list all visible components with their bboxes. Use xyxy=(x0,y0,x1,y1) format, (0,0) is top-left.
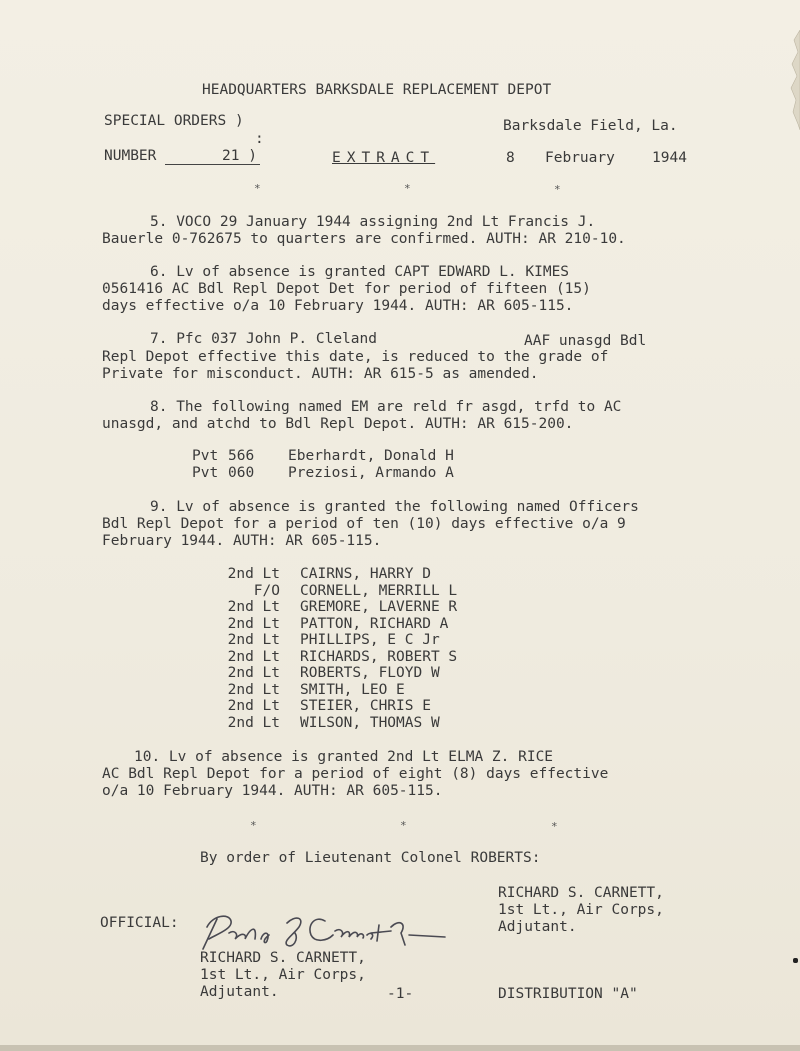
list-item xyxy=(220,698,457,715)
paragraph-7-unit: AAF unasgd Bdl xyxy=(524,333,647,349)
paragraph-6: 6. Lv of absence is granted CAPT EDWARD L. KIMES 0561416 AC Bdl Repl Depot Det for period of fifteen (15) days effective o/a 10 February 1944. AUTH: AR 605-115. xyxy=(102,264,591,314)
separator-star: * xyxy=(254,182,261,195)
separator-star: * xyxy=(404,182,411,195)
date-year: 1944 xyxy=(652,150,687,166)
page-number: -1- xyxy=(387,986,414,1002)
officer-name: PATTON, RICHARD A xyxy=(300,615,449,632)
rank: 2nd Lt xyxy=(227,599,280,615)
officer-name: PHILLIPS, E C Jr xyxy=(300,632,440,648)
separator-star: * xyxy=(250,819,257,832)
list-item xyxy=(220,665,457,682)
separator-star: * xyxy=(400,819,407,832)
paragraph-9: 9. Lv of absence is granted the following named Officers Bdl Repl Depot for a period of ten (10) days effective o/a 9 February 1944. AUTH: AR 605-115. xyxy=(102,499,639,549)
serial-number: 060 xyxy=(228,465,255,481)
rank: F/O xyxy=(253,582,280,599)
date-day: 8 xyxy=(506,150,515,166)
enlisted-men-list xyxy=(192,448,454,482)
official-label: OFFICIAL: xyxy=(100,915,179,931)
header-colon: : xyxy=(255,131,264,147)
officer-name: WILSON, THOMAS W xyxy=(300,714,440,731)
list-item xyxy=(192,465,454,482)
serial-number: 566 xyxy=(228,448,255,464)
rank: Pvt xyxy=(192,465,219,481)
soldier-name: Eberhardt, Donald H xyxy=(288,448,454,464)
officers-list xyxy=(220,566,457,731)
list-item xyxy=(220,632,457,649)
rank: 2nd Lt xyxy=(227,615,280,632)
number-label: NUMBER xyxy=(104,148,157,164)
officer-name: RICHARDS, ROBERT S xyxy=(300,648,458,665)
adjutant-block-left: RICHARD S. CARNETT, 1st Lt., Air Corps, Adjutant. xyxy=(200,950,366,1000)
separator-star: * xyxy=(554,183,561,196)
signature xyxy=(195,905,450,953)
rank: 2nd Lt xyxy=(227,665,280,681)
list-item xyxy=(220,566,457,583)
list-item xyxy=(220,616,457,633)
list-item xyxy=(192,448,454,465)
paragraph-8: 8. The following named EM are reld fr asgd, trfd to AC unasgd, and atchd to Bdl Repl Depot. AUTH: AR 615-200. xyxy=(102,399,622,432)
distribution: DISTRIBUTION "A" xyxy=(498,986,638,1002)
extract-heading: EXTRACT xyxy=(332,150,436,166)
rank: 2nd Lt xyxy=(227,714,280,731)
adjutant-block-right: RICHARD S. CARNETT, 1st Lt., Air Corps, Adjutant. xyxy=(498,885,664,935)
list-item xyxy=(220,715,457,732)
officer-name: SMITH, LEO E xyxy=(300,681,405,698)
page-bottom-edge xyxy=(0,1045,800,1051)
special-orders-label: SPECIAL ORDERS ) xyxy=(104,113,244,129)
location: Barksdale Field, La. xyxy=(503,118,678,134)
officer-name: CORNELL, MERRILL L xyxy=(300,582,458,599)
document-title: HEADQUARTERS BARKSDALE REPLACEMENT DEPOT xyxy=(202,82,552,98)
torn-edge xyxy=(786,30,800,130)
soldier-name: Preziosi, Armando A xyxy=(288,465,454,481)
order-number: 21 ) xyxy=(222,148,257,164)
list-item xyxy=(220,583,457,600)
list-item xyxy=(220,682,457,699)
paragraph-5: 5. VOCO 29 January 1944 assigning 2nd Lt Francis J. Bauerle 0-762675 to quarters are confirmed. AUTH: AR 210-10. xyxy=(102,214,626,247)
rank: 2nd Lt xyxy=(227,632,280,648)
rank: 2nd Lt xyxy=(227,681,280,698)
by-order-line: By order of Lieutenant Colonel ROBERTS: xyxy=(200,850,541,866)
officer-name: ROBERTS, FLOYD W xyxy=(300,665,440,681)
rank: 2nd Lt xyxy=(227,566,280,582)
date-month: February xyxy=(545,150,615,166)
rank: Pvt xyxy=(192,448,219,464)
paragraph-10: 10. Lv of absence is granted 2nd Lt ELMA Z. RICE AC Bdl Repl Depot for a period of eight (8) days effective o/a 10 February 1944. AUTH: AR 605-115. xyxy=(102,749,609,799)
separator-star: * xyxy=(551,820,558,833)
rank: 2nd Lt xyxy=(227,698,280,714)
officer-name: GREMORE, LAVERNE R xyxy=(300,599,458,615)
officer-name: STEIER, CHRIS E xyxy=(300,698,431,714)
officer-name: CAIRNS, HARRY D xyxy=(300,566,431,582)
ink-mark xyxy=(793,958,798,963)
rank: 2nd Lt xyxy=(227,648,280,665)
list-item xyxy=(220,649,457,666)
paragraph-7-start: 7. Pfc 037 John P. Cleland xyxy=(150,331,377,347)
list-item xyxy=(220,599,457,616)
paragraph-7-body: Repl Depot effective this date, is reduced to the grade of Private for misconduct. AUTH: AR 615-5 as amended. xyxy=(102,349,609,382)
